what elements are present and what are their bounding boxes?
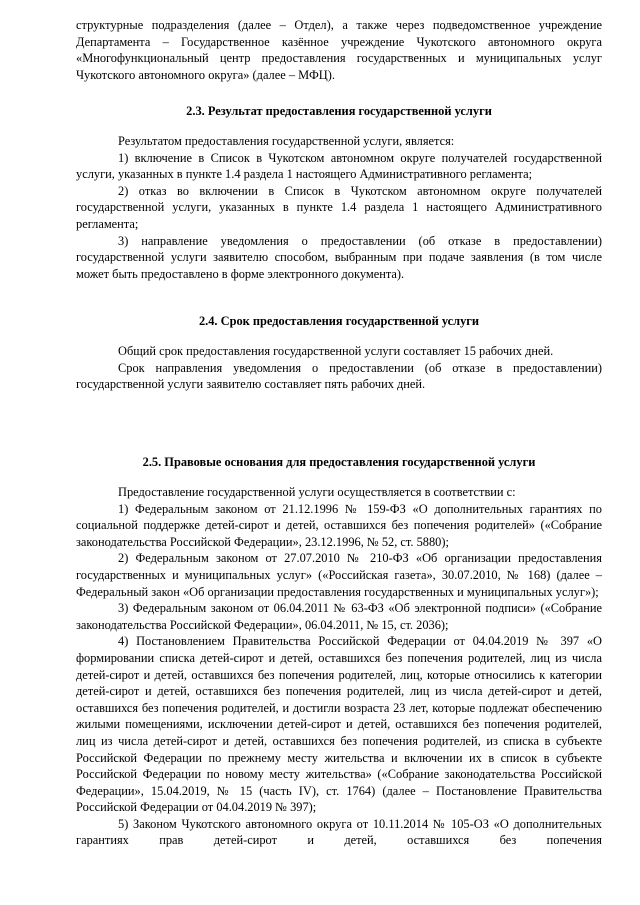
intro-paragraph: структурные подразделения (далее – Отдел), а также через подведомственное учреждение Департамента – Государственное казённое учреждение Чукотского автономного округа «Многофункциональный центр предоставления государственных и муниципальных услуг Чукотского автономного округа» (далее – МФЦ). <box>76 18 602 82</box>
section-2-4-body <box>76 343 602 393</box>
section-2-5-item-4: 4) Постановлением Правительства Российской Федерации от 04.04.2019 № 397 «О формировании списка детей-сирот и детей, оставшихся без попечения родителей, лиц из числа детей-сирот и детей, оставшихся без попечения родителей, лиц, которые относились к категории детей-сирот и детей, оставшихся без попечения родителей, лиц из числа детей-сирот и детей, оставшихся без попечения родителей, и достигли возраста 23 лет, которые подлежат обеспечению жилыми помещениями, исключении детей-сирот и детей, оставшихся без попечения родителей, лиц из числа детей-сирот и детей, оставшихся без попечения родителей, из списка в субъекте Российской Федерации по прежнему месту жительства и включении их в список в субъекте Российской Федерации по новому месту жительства» («Собрание законодательства Российской Федерации», 15.04.2019, № 15 (часть IV), ст. 1764) (далее – Постановление Правительства Российской Федерации от 04.04.2019 № 397); <box>76 634 602 815</box>
section-2-4-heading: 2.4. Срок предоставления государственной услуги <box>198 314 480 328</box>
section-2-5-item-1: 1) Федеральным законом от 21.12.1996 № 159-ФЗ «О дополнительных гарантиях по социальной поддержке детей-сирот и детей, оставшихся без попечения родителей» («Собрание законодательства Российской Федерации», 23.12.1996, № 52, ст. 5880); <box>76 501 602 549</box>
section-2-3-body <box>76 133 602 282</box>
section-2-3-item-2: 2) отказ во включении в Список в Чукотском автономном округе получателей государственной услуги, указанных в пункте 1.4 раздела 1 настоящего Административного регламента; <box>76 183 602 231</box>
section-2-3-item-3: 3) направление уведомления о предоставлении (об отказе в предоставлении) государственной услуги заявителю способом, выбранным при подаче заявления (в том числе может быть предоставлено в форме электронного документа). <box>76 233 602 281</box>
section-2-4-paragraph-2: Срок направления уведомления о предоставлении (об отказе в предоставлении) государственной услуги заявителю составляет пять рабочих дней. <box>76 360 602 392</box>
section-2-5-item-2: 2) Федеральным законом от 27.07.2010 № 210-ФЗ «Об организации предоставления государственных и муниципальных услуг» («Российская газета», 30.07.2010, № 168) (далее – Федеральный закон «Об организации предоставления государственных и муниципальных услуг»); <box>76 551 602 599</box>
section-2-4-paragraph-1: Общий срок предоставления государственной услуги составляет 15 рабочих дней. <box>118 344 554 358</box>
intro-block <box>76 17 602 83</box>
section-2-5-lead: Предоставление государственной услуги осуществляется в соответствии с: <box>118 485 516 499</box>
section-2-3-item-1: 1) включение в Список в Чукотском автономном округе получателей государственной услуги, указанных в пункте 1.4 раздела 1 настоящего Административного регламента; <box>76 150 602 182</box>
section-2-3-heading: 2.3. Результат предоставления государственной услуги <box>186 104 492 118</box>
section-2-3-lead: Результатом предоставления государственной услуги, является: <box>118 134 455 148</box>
section-2-5-item-3: 3) Федеральным законом от 06.04.2011 № 63-ФЗ «Об электронной подписи» («Собрание законодательства Российской Федерации», 06.04.2011, № 15, ст. 2036); <box>76 601 602 632</box>
section-2-5-body <box>76 484 602 849</box>
section-2-5-item-5: 5) Законом Чукотского автономного округа от 10.11.2014 № 105-ОЗ «О дополнительных гарантиях прав детей-сирот и детей, оставшихся без попечения <box>76 816 602 848</box>
section-2-5-heading: 2.5. Правовые основания для предоставления государственной услуги <box>142 455 536 469</box>
